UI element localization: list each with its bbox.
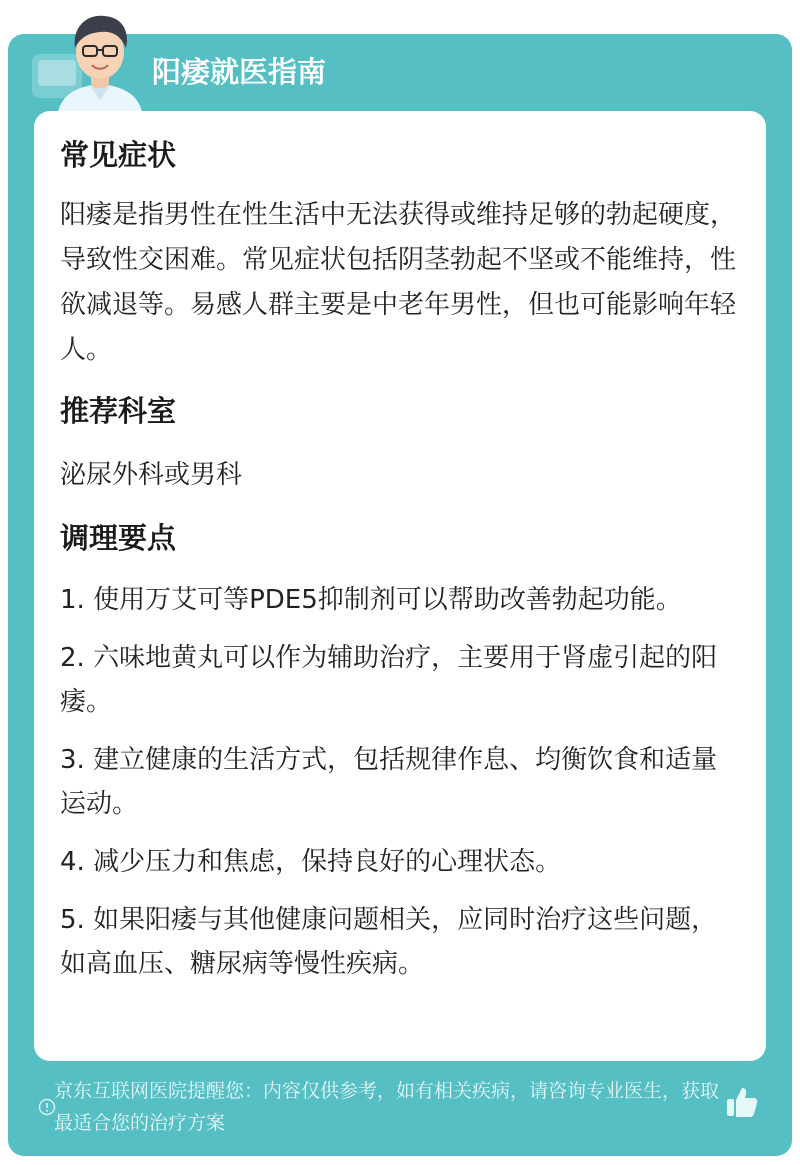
department-heading: 推荐科室 xyxy=(60,394,177,428)
doctor-avatar xyxy=(44,8,156,112)
care-item: 3. 建立健康的生活方式，包括规律作息、均衡饮食和适量运动。 xyxy=(60,745,718,819)
page-title: 阳痿就医指南 xyxy=(152,55,327,89)
symptoms-text: 阳痿是指男性在性生活中无法获得或维持足够的勃起硬度，导致性交困难。常见症状包括阴茎勃起不坚或不能维持，性欲减退等。易感人群主要是中老年男性，但也可能影响年轻人。 xyxy=(60,200,737,365)
thumbs-up-icon[interactable] xyxy=(724,1084,760,1120)
care-item: 4. 减少压力和焦虑，保持良好的心理状态。 xyxy=(60,847,562,877)
content-card xyxy=(34,111,766,1061)
symptoms-heading: 常见症状 xyxy=(60,138,177,172)
disclaimer-text: 京东互联网医院提醒您：内容仅供参考，如有相关疾病，请咨询专业医生，获取最适合您的治疗方案 xyxy=(54,1080,720,1134)
department-text: 泌尿外科或男科 xyxy=(60,460,243,490)
care-item: 1. 使用万艾可等PDE5抑制剂可以帮助改善勃起功能。 xyxy=(60,585,682,615)
care-item: 2. 六味地黄丸可以作为辅助治疗，主要用于肾虚引起的阳痿。 xyxy=(60,643,718,717)
care-heading: 调理要点 xyxy=(60,521,177,555)
care-item: 5. 如果阳痿与其他健康问题相关，应同时治疗这些问题，如高血压、糖尿病等慢性疾病。 xyxy=(60,905,718,979)
